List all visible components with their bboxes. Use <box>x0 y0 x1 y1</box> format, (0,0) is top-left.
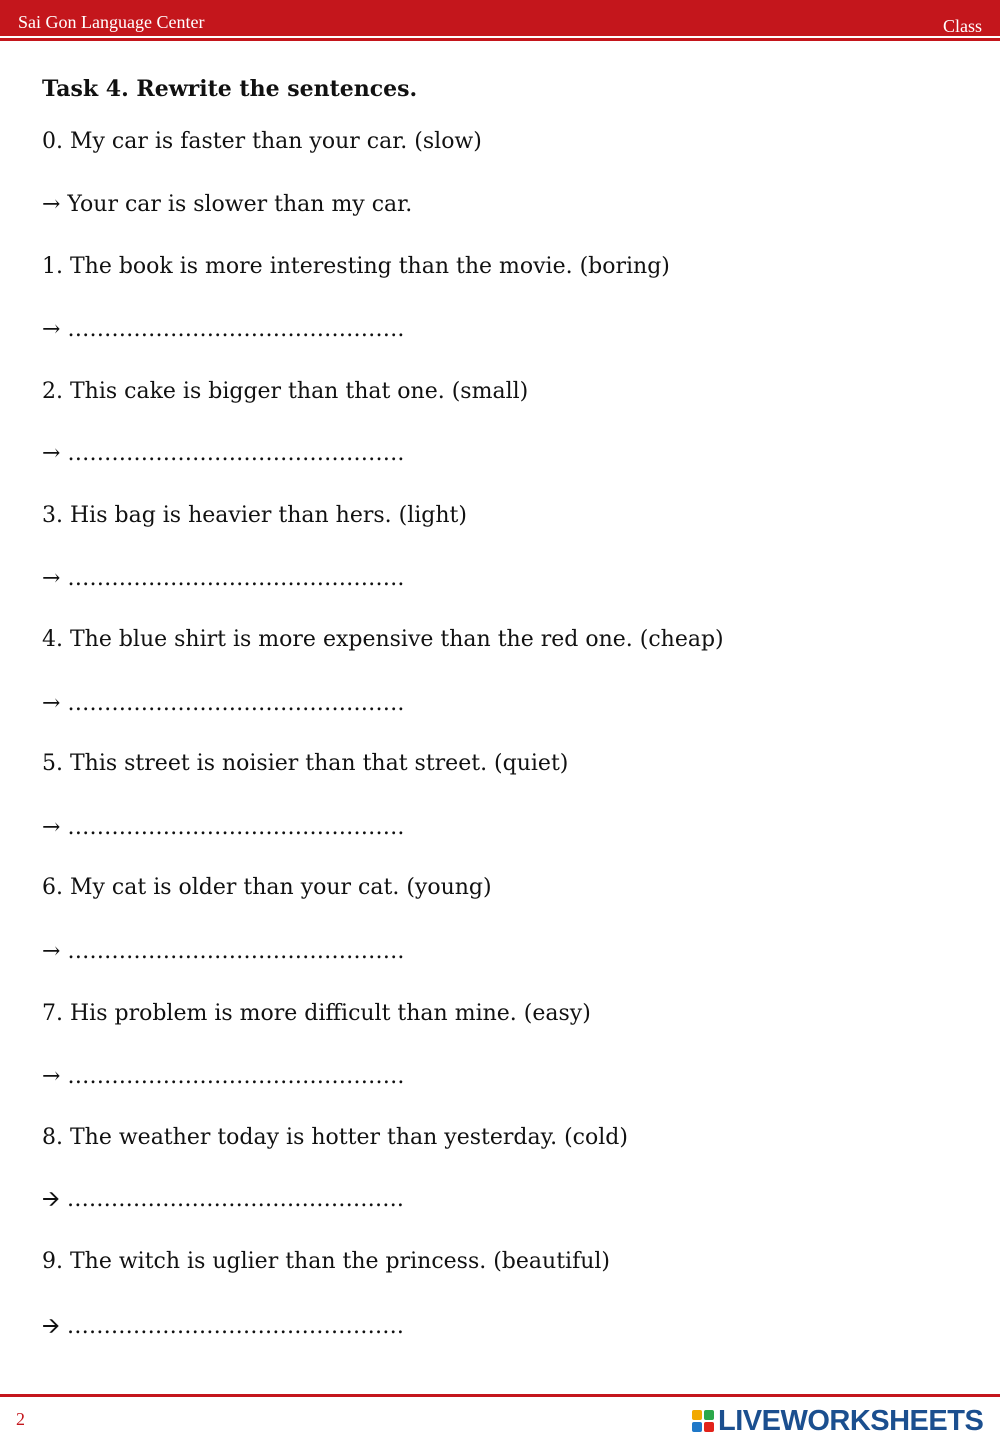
answer-line-3: → ………………………………………. <box>42 566 405 591</box>
answer-line-9: 🡪 ………………………………………. <box>42 1314 404 1339</box>
center-name: Sai Gon Language Center <box>18 12 205 32</box>
question-2: 2. This cake is bigger than that one. (small) <box>42 379 529 404</box>
answer-line-7: → ………………………………………. <box>42 1064 405 1089</box>
task-title: Task 4. Rewrite the sentences. <box>42 76 418 102</box>
question-6: 6. My cat is older than your cat. (young) <box>42 875 492 900</box>
question-7: 7. His problem is more difficult than mine. (easy) <box>42 1001 591 1026</box>
answer-line-6: → ………………………………………. <box>42 939 405 964</box>
logo-tile-yellow <box>692 1410 702 1420</box>
example-sentence: 0. My car is faster than your car. (slow) <box>42 129 482 154</box>
logo-tile-blue <box>692 1422 702 1432</box>
question-3: 3. His bag is heavier than hers. (light) <box>42 503 467 528</box>
logo-tiles-icon <box>692 1410 714 1432</box>
page-number: 2 <box>16 1409 25 1429</box>
logo-tile-red <box>704 1422 714 1432</box>
liveworksheets-logo <box>692 1404 983 1438</box>
class-label: Class <box>942 16 982 36</box>
answer-line-8: 🡪 ………………………………………. <box>42 1187 404 1212</box>
example-answer: → Your car is slower than my car. <box>42 192 413 217</box>
header-rule <box>0 38 1000 41</box>
logo-text: LIVEWORKSHEETS <box>718 1404 984 1437</box>
question-8: 8. The weather today is hotter than yesterday. (cold) <box>42 1125 628 1150</box>
question-4: 4. The blue shirt is more expensive than the red one. (cheap) <box>42 627 724 652</box>
question-5: 5. This street is noisier than that street. (quiet) <box>42 751 569 776</box>
logo-tile-green <box>704 1410 714 1420</box>
answer-line-5: → ………………………………………. <box>42 815 405 840</box>
footer-rule <box>0 1394 1000 1397</box>
answer-line-1: → ………………………………………. <box>42 317 405 342</box>
answer-line-2: → ………………………………………. <box>42 441 405 466</box>
answer-line-4: → ………………………………………. <box>42 691 405 716</box>
question-1: 1. The book is more interesting than the movie. (boring) <box>42 254 670 279</box>
question-9: 9. The witch is uglier than the princess. (beautiful) <box>42 1249 611 1274</box>
